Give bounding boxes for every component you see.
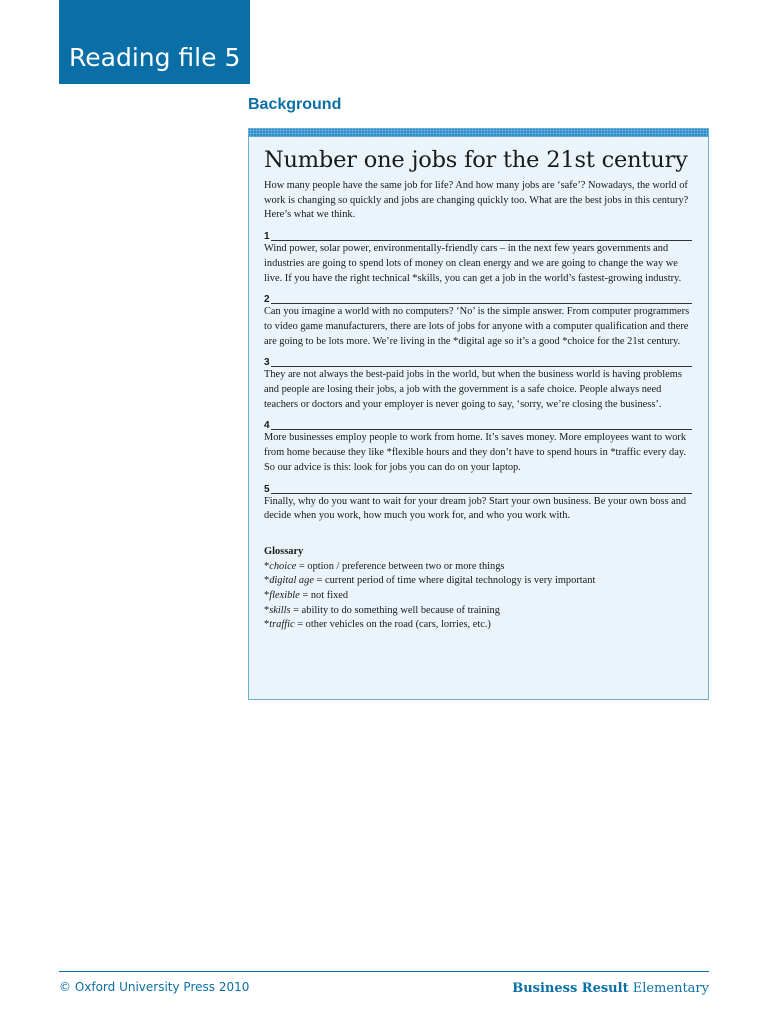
section-number: 3 — [264, 357, 270, 369]
answer-line — [271, 303, 692, 304]
glossary-definition: option / preference between two or more things — [307, 560, 505, 572]
footer-copyright: © Oxford University Press 2010 — [59, 980, 250, 994]
glossary-item: *skills = ability to do something well because of training — [264, 604, 500, 616]
section-text-3: They are not always the best-paid jobs in the world, but when the business world is having problems and people are losing their jobs, a job with the government is a safe choice. People always need teachers or doctors and your employer is never going to say, ‘sorry, we’re closing the business’. — [264, 369, 682, 410]
brand-level: Elementary — [632, 981, 709, 996]
answer-line — [271, 240, 692, 241]
section-text-1: Wind power, solar power, environmentally-friendly cars – in the next few years governments and industries are going to spend lots of money on clean energy and we are going to change the way we live. If you have the right technical *skills, you can get a job in the world’s fastest-growing industry. — [264, 243, 682, 284]
glossary-term: traffic — [269, 619, 295, 631]
answer-line — [271, 493, 692, 494]
section-number: 1 — [264, 231, 270, 243]
article-panel — [248, 128, 709, 700]
footer-divider — [59, 971, 709, 972]
glossary-item: *traffic = other vehicles on the road (cars, lorries, etc.) — [264, 619, 491, 631]
article-title: Number one jobs for the 21st century — [264, 147, 688, 173]
glossary-item: *choice = option / preference between two or more things — [264, 560, 505, 572]
glossary-definition: current period of time where digital technology is very important — [325, 575, 596, 587]
section-heading-5 — [264, 483, 692, 495]
answer-line — [271, 366, 692, 367]
section-heading-4 — [264, 419, 692, 431]
section-text-4: More businesses employ people to work from home. It’s saves money. More employees want to work from home because they like *flexible hours and they don’t have to spend hours in *traffic every day. So our advice is this: look for jobs you can do on your laptop. — [264, 432, 687, 473]
glossary-term: skills — [269, 604, 291, 616]
brand-title: Business Result — [512, 981, 629, 996]
panel-top-bar — [249, 129, 708, 137]
glossary-title: Glossary — [264, 545, 304, 557]
section-text-5: Finally, why do you want to wait for your dream job? Start your own business. Be your own boss and decide when you work, how much you work for, and who you work with. — [264, 495, 687, 522]
section-heading-1 — [264, 230, 692, 242]
glossary-definition: not fixed — [310, 590, 349, 602]
glossary-item: *flexible = not fixed — [264, 590, 349, 602]
section-text-2: Can you imagine a world with no computers? ‘No’ is the simple answer. From computer programmers to video game manufacturers, there are lots of jobs for anyone with a computer qualification and there are going to be lots more. We’re living in the *digital age so it’s a good *choice for the 21st century. — [264, 306, 690, 347]
section-number: 2 — [264, 294, 270, 306]
footer-brand — [512, 981, 709, 996]
glossary-term: choice — [269, 560, 297, 572]
header-block — [59, 0, 250, 84]
section-heading-3 — [264, 356, 692, 368]
glossary-term: flexible — [269, 590, 300, 602]
section-number: 5 — [264, 483, 270, 495]
section-label: Background — [248, 96, 342, 113]
article-content — [264, 179, 692, 633]
glossary-definition: ability to do something well because of training — [301, 604, 500, 616]
answer-line — [271, 429, 692, 430]
page-title: Reading file 5 — [69, 43, 241, 72]
glossary-definition: other vehicles on the road (cars, lorries, etc.) — [305, 619, 491, 631]
glossary-term: digital age — [269, 575, 314, 587]
section-number: 4 — [264, 420, 270, 432]
section-heading-2 — [264, 293, 692, 305]
article-intro: How many people have the same job for life? And how many jobs are ‘safe’? Nowadays, the world of work is changing so quickly and jobs are changing quickly too. What are the best jobs in this century? Here’s what we think. — [264, 180, 689, 221]
glossary-item: *digital age = current period of time where digital technology is very important — [264, 575, 596, 587]
glossary — [264, 545, 692, 633]
